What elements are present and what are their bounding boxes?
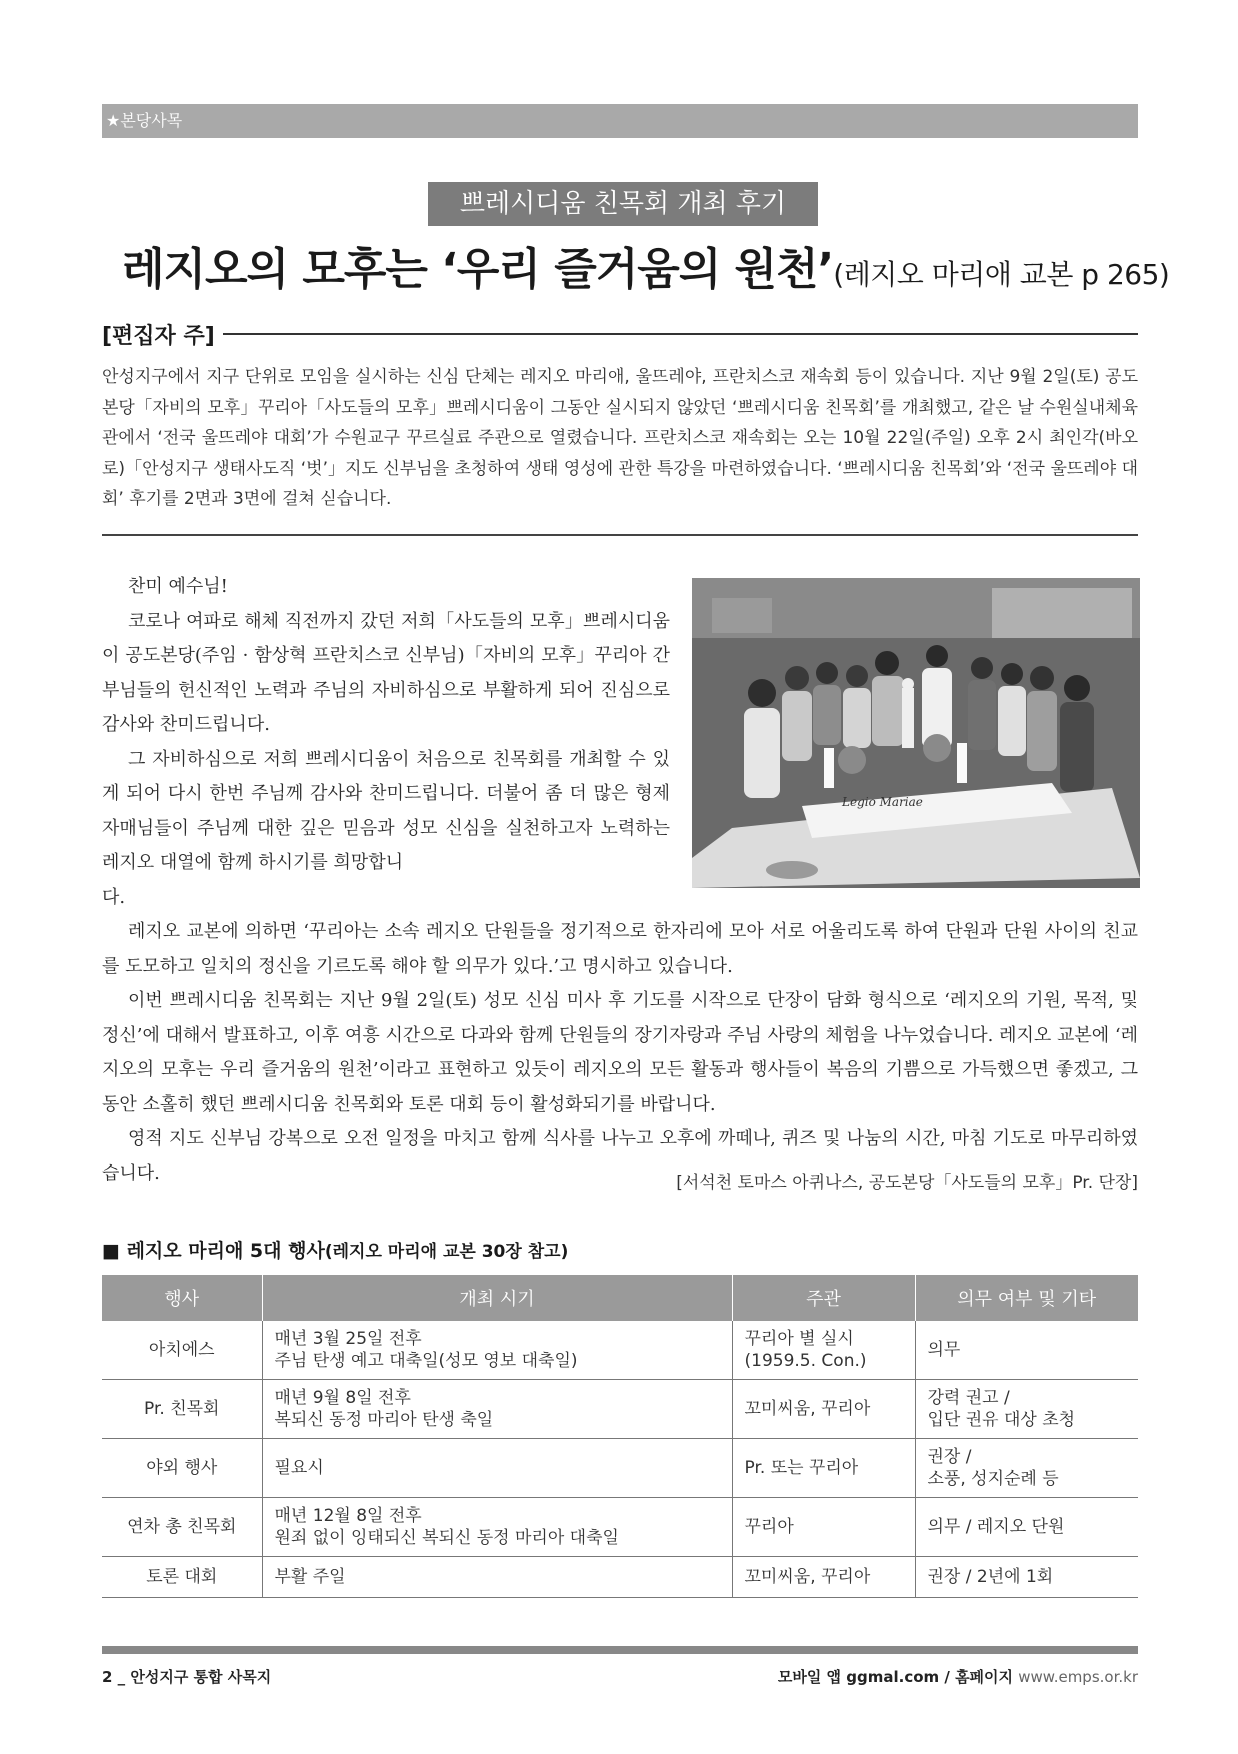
event-note-line: 소풍, 성지순례 등 [927,1469,1059,1489]
photo-banner-text: Legio Mariae [842,795,923,809]
footer-page-info: 2 _ 안성지구 통합 사목지 [102,1668,272,1686]
event-host: Pr. 또는 꾸리아 [732,1439,915,1498]
footer-links [778,1666,1138,1687]
editor-note-body: 안성지구에서 지구 단위로 모임을 실시하는 신심 단체는 레지오 마리애, 울뜨레야, 프란치스코 재속회 등이 있습니다. 지난 9월 2일(토) 공도본당「자비의 모후」꾸리아「사도들의 모후」쁘레시디움이 그동안 실시되지 않았던 ‘쁘레시디움 친목회’를 개최했고, 같은 날 수원실내체육관에서 ‘전국 울뜨레야 대회’가 수원교구 꾸르실료 주관으로 열렸습니다. 프란치스코 재속회는 오는 10월 22일(주일) 오후 2시 최인각(바오로)「안성지구 생태사도직 ‘벗’」지도 신부님을 초청하여 생태 영성에 관한 특강을 마련하였습니다. ‘쁘레시디움 친목회’와 ‘전국 울뜨레야 대회’ 후기를 2면과 3면에 걸쳐 싣습니다. [102,367,1138,509]
event-host-line: (1959.5. Con.) [744,1351,867,1371]
event-time-line: 매년 3월 25일 전후 [274,1329,422,1349]
events-table [102,1275,1138,1598]
event-name: 아치에스 [102,1321,262,1380]
headline-main: 레지오의 모후는 ‘우리 즐거움의 원천’ [122,244,834,295]
event-note [915,1380,1138,1439]
table-title-main: ■ 레지오 마리애 5대 행사 [102,1240,325,1262]
article-paragraph: 레지오 교본에 의하면 ‘꾸리아는 소속 레지오 단원들을 정기적으로 한자리에 모아 서로 어울리도록 하여 단원과 단원 사이의 친교를 도모하고 일치의 정신을 기르도록 해야 할 의무가 있다.’고 명시하고 있습니다. [102,921,1138,977]
editor-note-line [223,333,1138,335]
table-row [102,1321,1138,1380]
headline [122,240,1170,305]
footer-app-info: 모바일 앱 ggmal.com / 홈페이지 [777,1668,1014,1686]
event-time-line: 원죄 없이 잉태되신 복되신 동정 마리아 대축일 [274,1528,619,1548]
event-note-line: 강력 권고 / [927,1388,1010,1408]
table-header: 주관 [732,1275,915,1321]
event-host: 꼬미씨움, 꾸리아 [732,1557,915,1598]
table-row [102,1380,1138,1439]
footer-homepage-link[interactable]: www.emps.or.kr [1018,1668,1138,1686]
author-signature: [서석천 토마스 아퀴나스, 공도본당「사도들의 모후」Pr. 단장] [676,1173,1138,1193]
event-time-line: 매년 12월 8일 전후 [274,1506,422,1526]
event-time-line: 매년 9월 8일 전후 [274,1388,411,1408]
table-title [102,1236,568,1263]
event-time [262,1498,732,1557]
event-name: 연차 총 친목회 [102,1498,262,1557]
table-row [102,1498,1138,1557]
event-name: 야외 행사 [102,1439,262,1498]
event-name: 토론 대회 [102,1557,262,1598]
event-host: 꼬미씨움, 꾸리아 [732,1380,915,1439]
event-note: 의무 / 레지오 단원 [915,1498,1138,1557]
event-host [732,1321,915,1380]
headline-ref: (레지오 마리애 교본 p 265) [833,258,1170,291]
event-host-line: 꾸리아 별 실시 [744,1329,854,1349]
event-note [915,1321,1138,1380]
table-header-row [102,1275,1138,1321]
table-header: 의무 여부 및 기타 [915,1275,1138,1321]
table-header: 행사 [102,1275,262,1321]
event-time: 필요시 [262,1439,732,1498]
event-host: 꾸리아 [732,1498,915,1557]
section-label: ★본당사목 [102,104,1138,138]
event-note-line: 의무 [927,1340,961,1360]
table-header: 개최 시기 [262,1275,732,1321]
event-note: 권장 / 2년에 1회 [915,1557,1138,1598]
footer-bar [102,1646,1138,1654]
event-note [915,1439,1138,1498]
subtitle-box: 쁘레시디움 친목회 개최 후기 [428,182,818,226]
event-time-line: 복되신 동정 마리아 탄생 축일 [274,1410,494,1430]
event-time-line: 주님 탄생 예고 대축일(성모 영보 대축일) [274,1351,578,1371]
article-body [102,570,1138,1191]
event-name: Pr. 친목회 [102,1380,262,1439]
event-note-line: 권장 / [927,1447,972,1467]
editor-note-header [102,318,1138,350]
article-paragraph: 이번 쁘레시디움 친목회는 지난 9월 2일(토) 성모 신심 미사 후 기도를 시작으로 단장이 담화 형식으로 ‘레지오의 기원, 목적, 및 정신’에 대해서 발표하고, 이후 여흥 시간으로 다과와 함께 단원들의 장기자랑과 주님 사랑의 체험을 나누었습니다. 레지오 교본에 ‘레지오의 모후는 우리 즐거움의 원천’이라고 표현하고 있듯이 레지오의 모든 활동과 행사들이 복음의 기쁨으로 가득했으면 좋겠고, 그동안 소홀히 했던 쁘레시디움 친목회와 토론 대회 등이 활성화되기를 바랍니다. [102,990,1138,1115]
event-time: 부활 주일 [262,1557,732,1598]
event-time [262,1321,732,1380]
article-paragraph-continued: 다. [102,886,126,908]
article-paragraph: 그 자비하심으로 저희 쁘레시디움이 처음으로 친목회를 개최할 수 있게 되어 다시 한번 주님께 감사와 찬미드립니다. 더불어 좀 더 많은 형제자매님들이 주님께 대한 깊은 믿음과 성모 신심을 실천하고자 노력하는 레지오 대열에 함께 하시기를 희망합니 [102,748,670,873]
table-row [102,1439,1138,1498]
article-paragraph: 찬미 예수님! [128,576,228,597]
editor-note-title: [편집자 주] [102,323,215,349]
divider [102,534,1138,536]
article-narrow-column [102,570,670,881]
event-time [262,1380,732,1439]
event-note-line: 입단 권유 대상 초청 [927,1410,1076,1430]
article-paragraph: 코로나 여파로 해체 직전까지 갔던 저희「사도들의 모후」쁘레시디움이 공도본당(주임 · 함상혁 프란치스코 신부님)「자비의 모후」꾸리아 간부님들의 헌신적인 노력과 주님의 자비하심으로 부활하게 되어 진심으로 감사와 찬미드립니다. [102,610,670,735]
table-title-note: (레지오 마리애 교본 30장 참고) [324,1242,569,1262]
article-paragraph: 영적 지도 신부님 강복으로 오전 일정을 마치고 함께 식사를 나누고 오후에 까떼나, 퀴즈 및 나눔의 시간, 마침 기도로 마무리하였습니다. [102,1128,1138,1184]
table-row [102,1557,1138,1598]
